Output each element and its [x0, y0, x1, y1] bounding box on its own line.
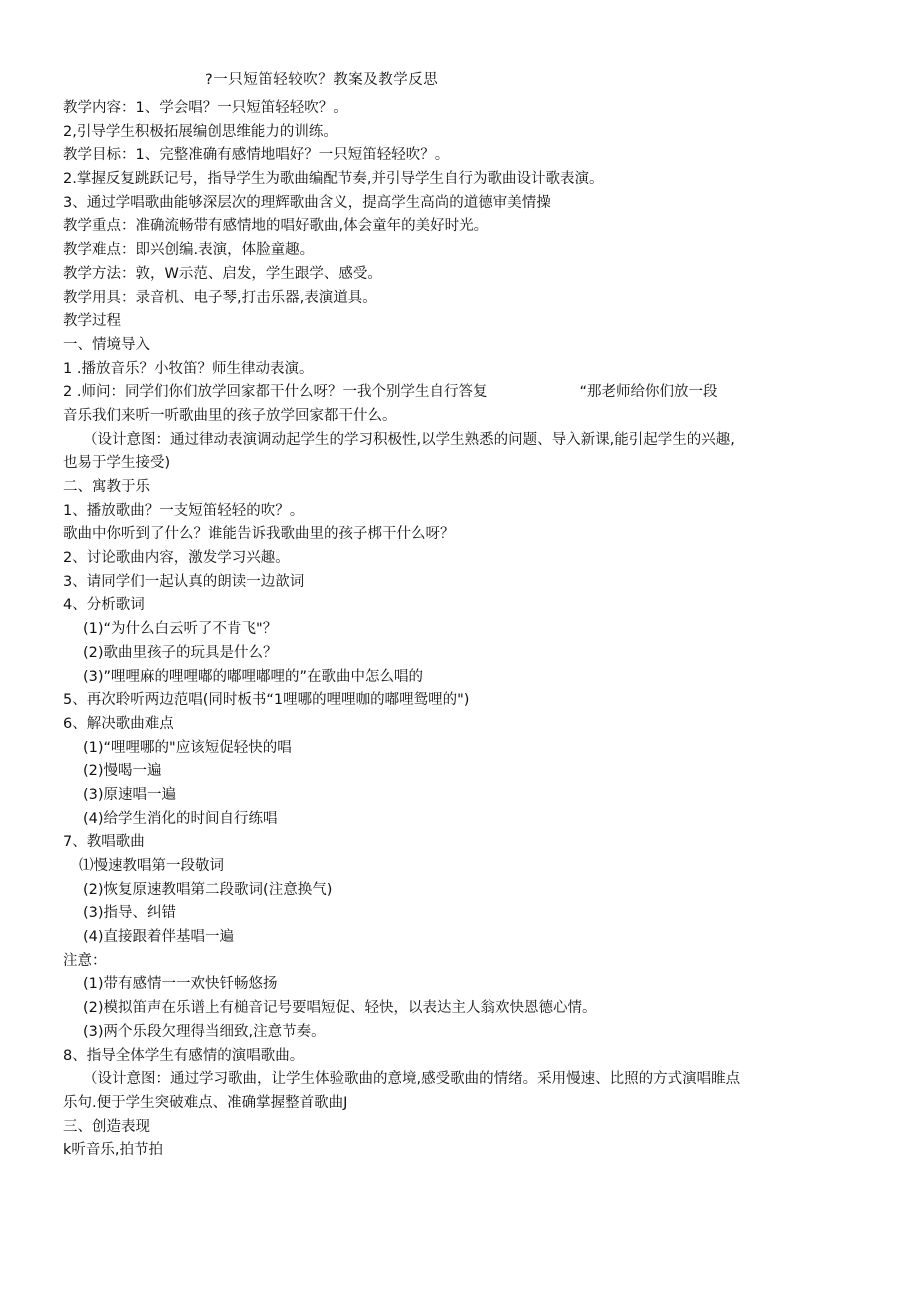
section-heading: 教学过程: [63, 313, 121, 330]
list-item: (3)指导、纠错: [83, 905, 177, 922]
section-heading: 二、寓教于乐: [63, 479, 150, 495]
text-line: k听音乐,拍节拍: [63, 1142, 164, 1159]
list-item: ⑴慢速教唱第一段敬词: [79, 858, 224, 874]
text-line: 教学重点：准确流畅带有感情地的唱好歌曲,体会童年的美好时光。: [63, 218, 489, 235]
text-line: [63, 381, 863, 405]
text-line: 8、指导全体学生有感情的演唱歌曲。: [63, 1047, 305, 1064]
list-item: (1)“为什么白云听了不肯飞"？: [83, 621, 278, 638]
text-line: 3、通过学唱歌曲能够深层次的理辉歌曲含义，提高学生高尚的道德审美情操: [63, 194, 551, 211]
text-line: 教学方法：敦，W示范、启发，学生跟学、感受。: [63, 265, 382, 282]
text-line: 2,引导学生积极拓展编创思维能力的训练。: [63, 123, 338, 140]
text-line: 6、解决歌曲难点: [63, 715, 174, 732]
list-item: (3)”哩哩麻的哩哩嘟的嘟哩嘟哩的”在歌曲中怎么唱的: [83, 668, 424, 685]
document-body: [63, 97, 863, 1163]
list-item: (3)原速唱一遍: [83, 786, 177, 803]
document-title: ?一只短笛轻较吹？教案及教学反思: [205, 72, 439, 88]
text-line: 1 .播放音乐？小牧笛？师生律动表演。: [63, 360, 314, 377]
list-item: (1)带有感情一一欢快钎畅悠扬: [83, 976, 278, 993]
list-item: (2)歌曲里孩子的玩具是什么？: [83, 644, 278, 661]
list-item: (2)恢复原速教唱第二段歌词(注意换气): [83, 881, 333, 898]
list-item: (2)慢喝一遍: [83, 763, 162, 780]
list-item: (4)直接跟着伴基唱一遍: [83, 929, 235, 946]
text-line: 歌曲中你听到了什么？谁能告诉我歌曲里的孩子梆干什么呀？: [63, 526, 455, 543]
list-item: (3)两个乐段欠理得当细致,注意节奏。: [83, 1023, 326, 1040]
section-heading: 三、创造表现: [63, 1118, 150, 1135]
text-line: 注意：: [63, 952, 107, 969]
text-line: 7、教唱歌曲: [63, 834, 145, 851]
list-item: (1)“哩哩哪的"应该短促轻快的唱: [83, 739, 292, 756]
text-line: 5、再次聆听两边范唱(同时板书“1哩哪的哩哩咖的嘟哩鸳哩的"): [63, 692, 470, 709]
text-line: 2.掌握反复跳跃记号，指导学生为歌曲编配节奏,并引导学生自行为歌曲设计歌表演。: [63, 171, 604, 188]
text-segment: 2 .师问：同学们你们放学回家都干什么呀？一我个别学生自行答复: [63, 384, 488, 401]
list-item: (2)模拟笛声在乐谱上有槌音记号要唱短促、轻快，以表达主人翁欢快恩德心情。: [83, 1000, 597, 1017]
text-line: 3、请同学们一起认真的朗读一边歆词: [63, 573, 305, 590]
text-line: 4、分析歌词: [63, 597, 145, 614]
list-item: (4)给学生消化的时间自行练唱: [83, 810, 278, 827]
text-line: 音乐我们来听一听歌曲里的孩子放学回家都干什么。: [63, 407, 397, 424]
text-line: 也易于学生接受): [63, 455, 171, 472]
text-line: 教学目标：1、完整准确有感情地唱好？一只短笛轻轻吹？。: [63, 147, 450, 164]
text-line: 乐句.便于学生突破难点、准确掌握整首歌曲J: [63, 1094, 348, 1111]
text-line: 2、讨论歌曲内容，激发学习兴趣。: [63, 550, 290, 567]
text-line: 教学内容：1、学会唱？一只短笛轻轻吹？。: [63, 100, 348, 116]
text-line: 教学难点：即兴创编.表演，体脸童趣。: [63, 242, 315, 259]
text-line: 教学用具：录音机、电子琴,打击乐器,表演道具。: [63, 289, 377, 306]
design-note: （设计意图：通过学习歌曲，让学生体验歌曲的意境,感受歌曲的情绪。采用慢速、比照的方式演唱睢点: [83, 1071, 741, 1088]
text-line: 1、播放歌曲？一支短笛轻轻的吹？。: [63, 502, 305, 519]
section-heading: 一、情境导入: [63, 336, 150, 353]
design-note: （设计意图：通过律动表演调动起学生的学习积极性,以学生熟悉的问题、导入新课,能引起学生的兴趣,: [83, 431, 735, 448]
text-segment: “那老师给你们放一段: [579, 384, 718, 401]
